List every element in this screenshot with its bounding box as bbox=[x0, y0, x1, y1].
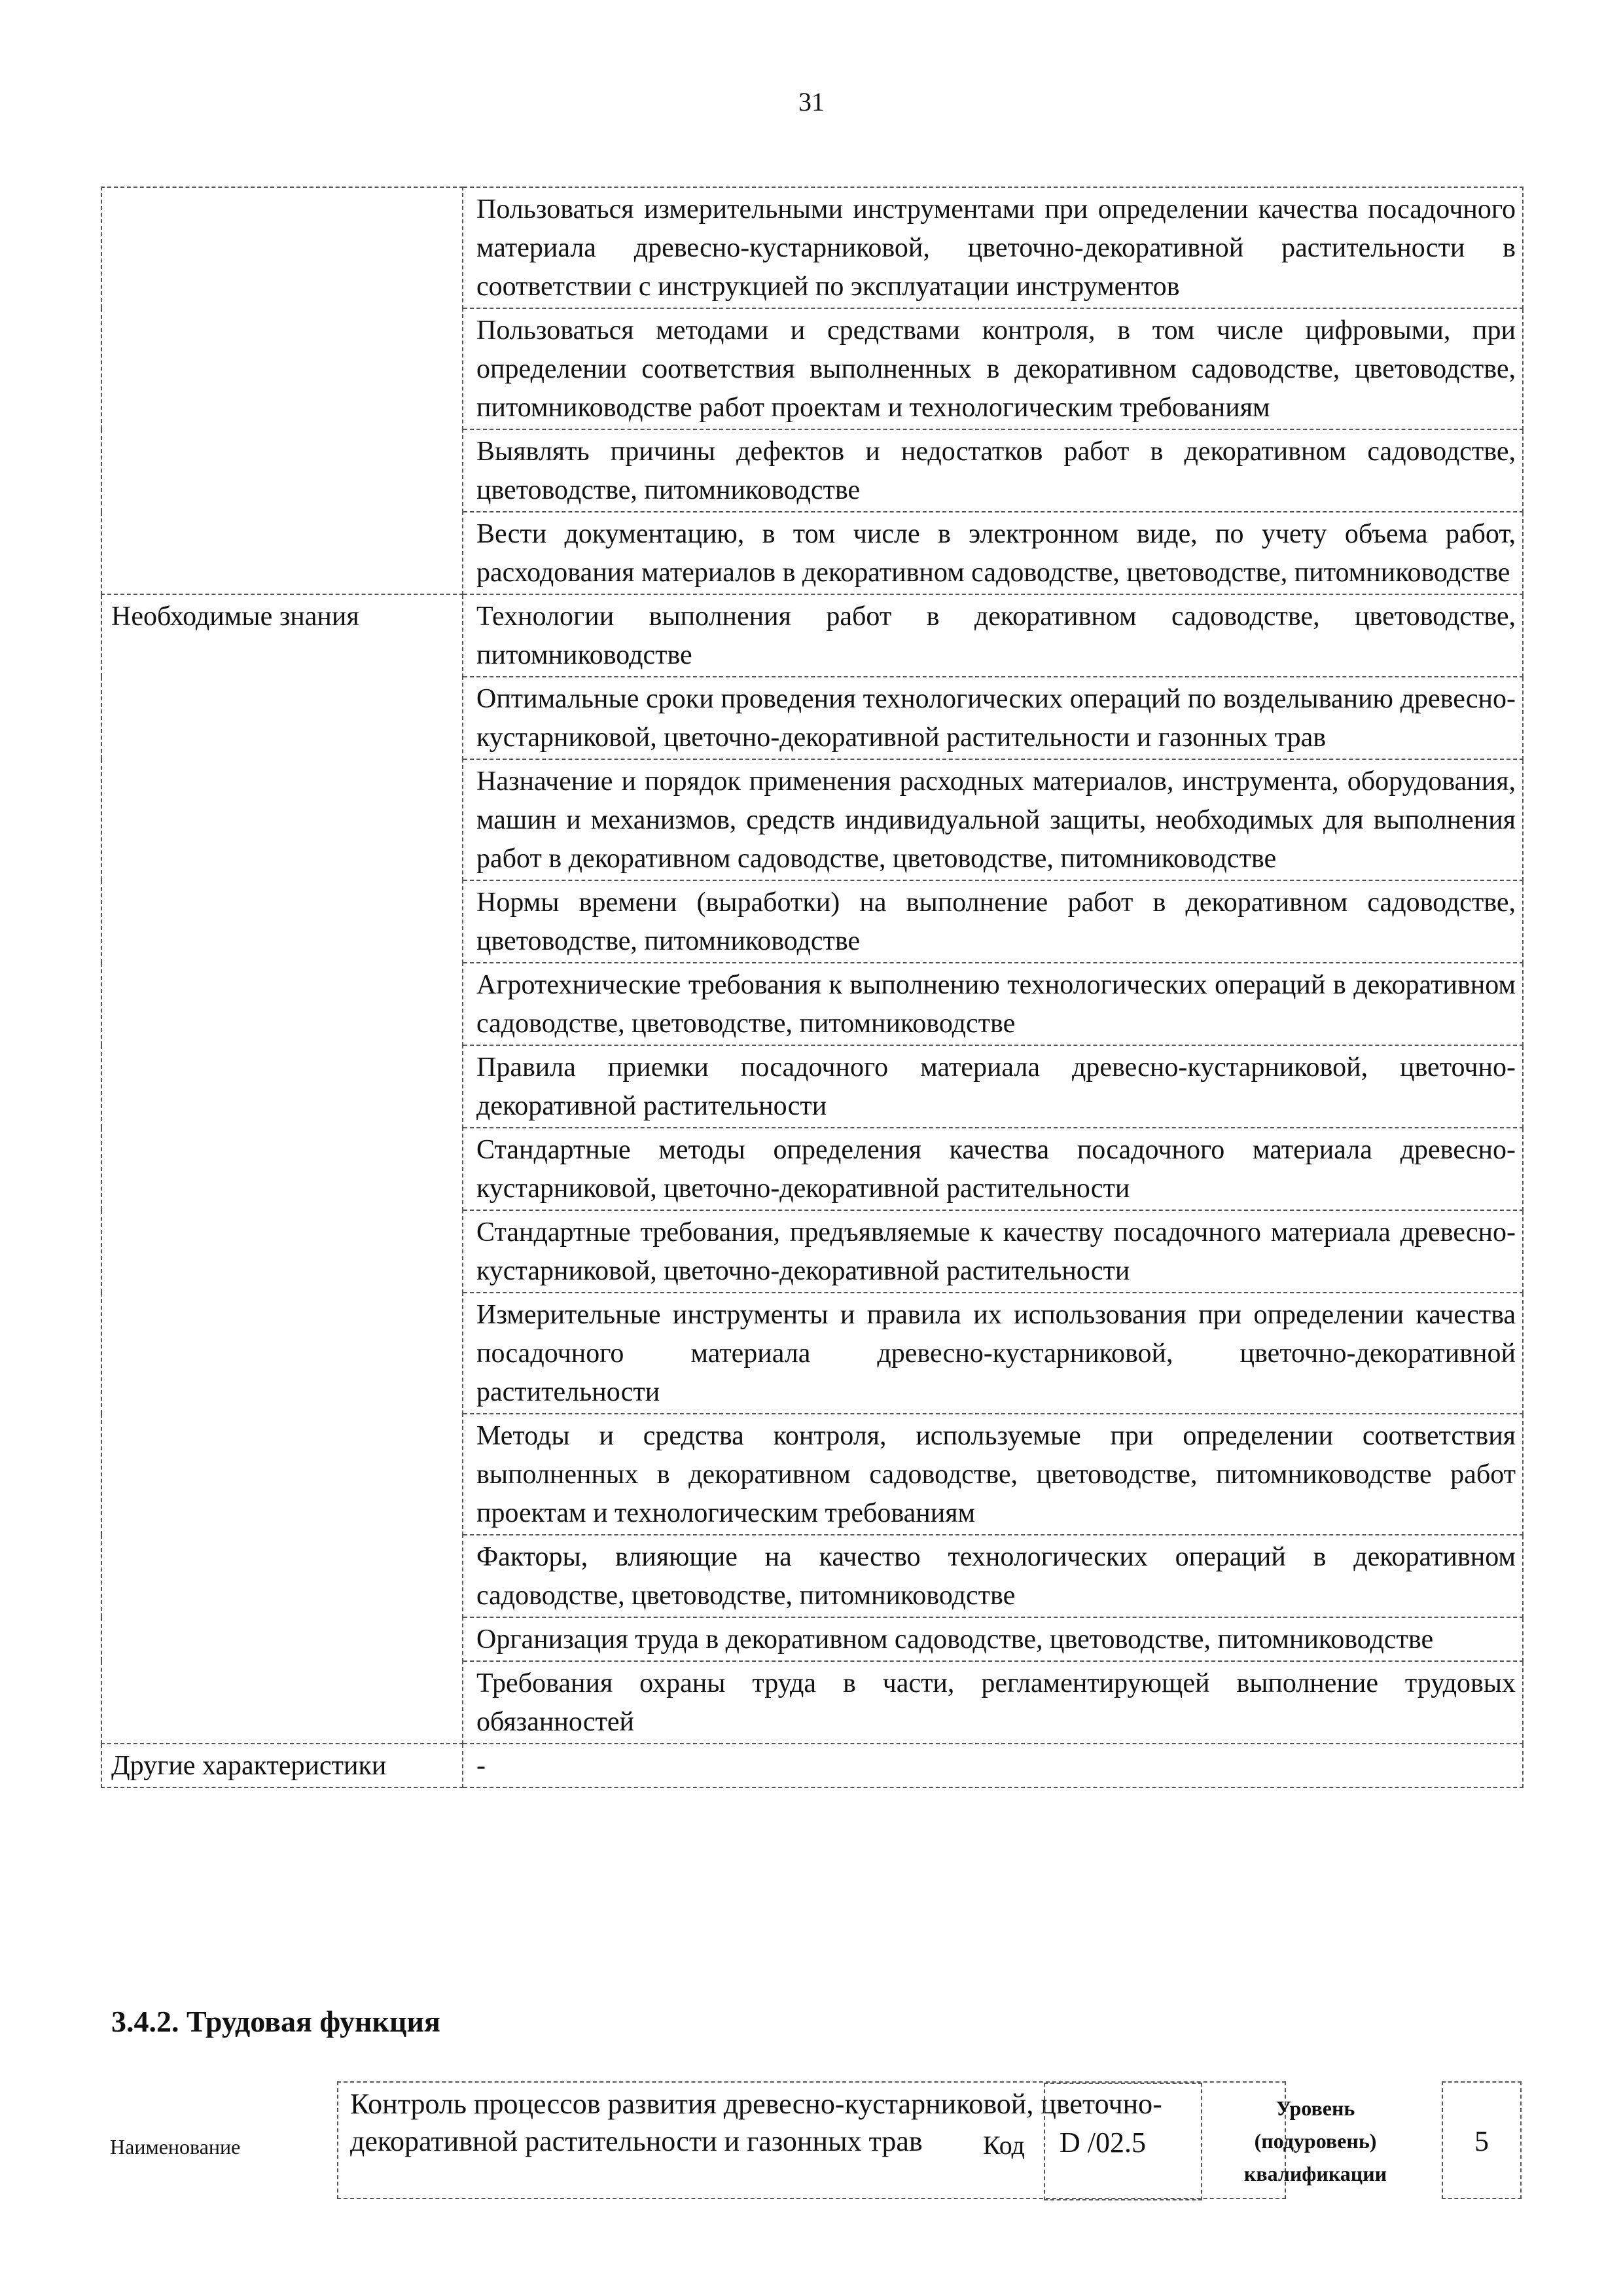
knowledge-item: Измерительные инструменты и правила их использования при определении качества посадочного материала древесно-кустарниковой, цветочно-декоративной растительности bbox=[463, 1293, 1523, 1414]
requirements-table bbox=[101, 187, 1524, 1788]
skill-item: Выявлять причины дефектов и недостатков работ в декоративном садоводстве, цветоводстве, питомниководстве bbox=[463, 429, 1523, 512]
knowledge-item: Нормы времени (выработки) на выполнение работ в декоративном садоводстве, цветоводстве, питомниководстве bbox=[463, 880, 1523, 963]
knowledge-item: Назначение и порядок применения расходных материалов, инструмента, оборудования, машин и механизмов, средств индивидуальной защиты, необходимых для выполнения работ в декоративном садоводстве, цветоводстве, питомниководстве bbox=[463, 759, 1523, 880]
skill-item: Пользоваться методами и средствами контроля, в том числе цифровыми, при определении соответствия выполненных в декоративном садоводстве, цветоводстве, питомниководстве работ проектам и технологическим требованиям bbox=[463, 308, 1523, 429]
knowledge-item: Методы и средства контроля, используемые при определении соответствия выполненных в декоративном садоводстве, цветоводстве, питомниководстве работ проектам и технологическим требованиям bbox=[463, 1414, 1523, 1535]
table-row bbox=[101, 1744, 1523, 1787]
skill-item: Пользоваться измерительными инструментами при определении качества посадочного материала древесно-кустарниковой, цветочно-декоративной растительности в соответствии с инструкцией по эксплуатации инструментов bbox=[463, 187, 1523, 308]
knowledge-item: Факторы, влияющие на качество технологических операций в декоративном садоводстве, цветоводстве, питомниководстве bbox=[463, 1535, 1523, 1617]
knowledge-item: Требования охраны труда в части, регламентирующей выполнение трудовых обязанностей bbox=[463, 1661, 1523, 1744]
knowledge-item: Оптимальные сроки проведения технологических операций по возделыванию древесно-кустарниковой, цветочно-декоративной растительности и газонных трав bbox=[463, 677, 1523, 759]
knowledge-item: Агротехнические требования к выполнению технологических операций в декоративном садоводстве, цветоводстве, питомниководстве bbox=[463, 963, 1523, 1045]
knowledge-item: Стандартные требования, предъявляемые к качеству посадочного материала древесно-кустарниковой, цветочно-декоративной растительности bbox=[463, 1210, 1523, 1293]
knowledge-label: Необходимые знания bbox=[101, 594, 463, 1744]
other-characteristics-label: Другие характеристики bbox=[101, 1744, 463, 1787]
knowledge-item: Правила приемки посадочного материала древесно-кустарниковой, цветочно-декоративной растительности bbox=[463, 1045, 1523, 1128]
knowledge-item: Организация труда в декоративном садоводстве, цветоводстве, питомниководстве bbox=[463, 1617, 1523, 1661]
table-row bbox=[101, 187, 1523, 308]
page-number: 31 bbox=[798, 87, 825, 117]
table-row bbox=[101, 594, 1523, 677]
skill-item: Вести документацию, в том числе в электронном виде, по учету объема работ, расходования материалов в декоративном садоводстве, цветоводстве, питомниководстве bbox=[463, 512, 1523, 594]
skills-label-cell bbox=[101, 187, 463, 594]
function-code-label: Код bbox=[983, 2130, 1025, 2160]
function-code-value: D /02.5 bbox=[1044, 2083, 1202, 2200]
qualification-level-label bbox=[1217, 2092, 1414, 2190]
level-label-line: квалификации bbox=[1243, 2162, 1387, 2185]
level-label-line: (подуровень) bbox=[1254, 2129, 1377, 2153]
level-label-line: Уровень bbox=[1275, 2096, 1355, 2120]
knowledge-item: Стандартные методы определения качества посадочного материала древесно-кустарниковой, цветочно-декоративной растительности bbox=[463, 1128, 1523, 1210]
labor-function-header bbox=[0, 2081, 1623, 2212]
function-name-label: Наименование bbox=[110, 2135, 241, 2159]
knowledge-item: Технологии выполнения работ в декоративном садоводстве, цветоводстве, питомниководстве bbox=[463, 594, 1523, 677]
section-title: 3.4.2. Трудовая функция bbox=[111, 2005, 440, 2038]
qualification-level-value: 5 bbox=[1442, 2081, 1522, 2199]
other-characteristics-value: - bbox=[463, 1744, 1523, 1787]
function-name-value: Контроль процессов развития древесно-кустарниковой, цветочно-декоративной растительности и газонных трав bbox=[337, 2081, 1286, 2199]
